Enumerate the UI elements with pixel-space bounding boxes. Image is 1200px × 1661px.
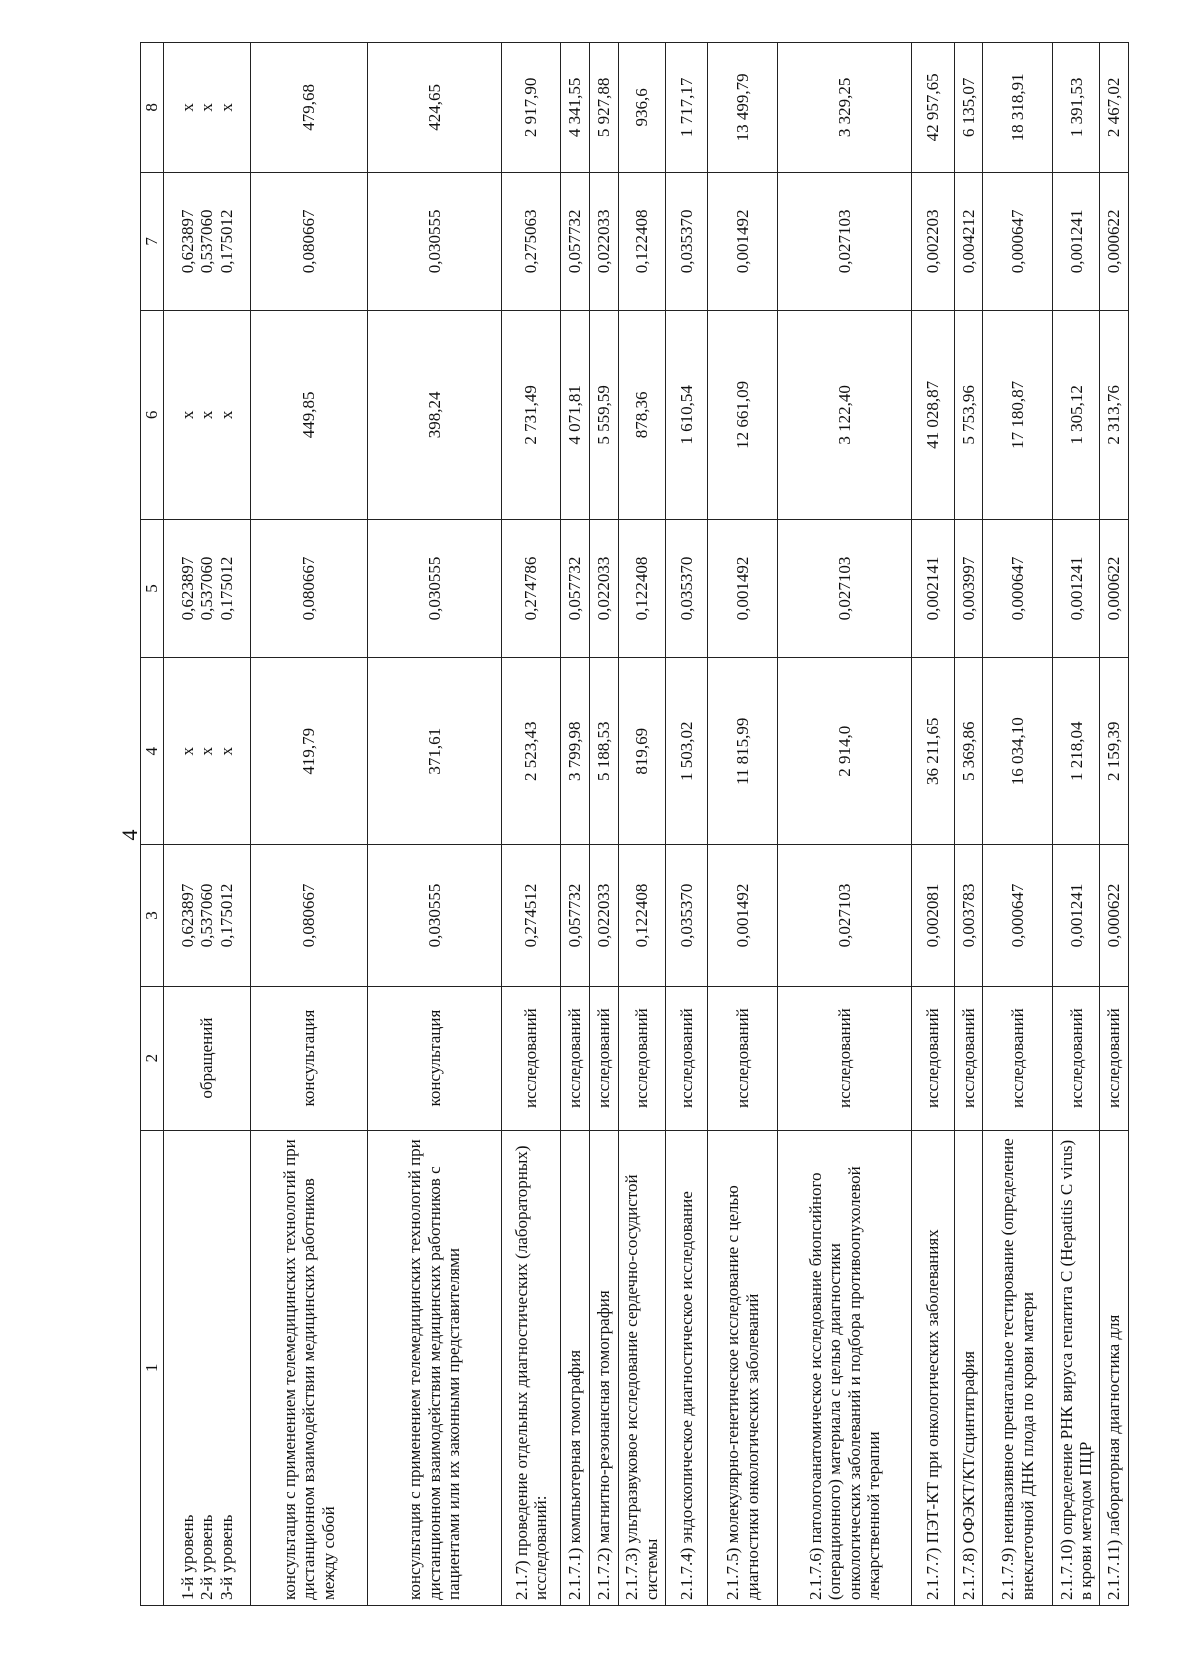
cost-norm-cell — [1053, 310, 1100, 519]
cell-text: 0,002141 — [923, 556, 943, 621]
cost-norm-cell — [708, 658, 778, 845]
cell-text: 16 034,10 — [1008, 717, 1028, 786]
cell-text: 0,623897 — [177, 209, 197, 274]
cost-norm-cell — [912, 658, 955, 845]
table-row — [954, 43, 983, 1606]
cell-text: 0,022033 — [594, 556, 614, 621]
cell-text: 0,000622 — [1104, 883, 1124, 948]
row-name-cell — [618, 1130, 665, 1605]
tariff-table — [140, 42, 1129, 1606]
cost-norm-cell — [665, 310, 708, 519]
cell-text: 936,6 — [631, 88, 651, 127]
volume-norm-cell — [665, 845, 708, 986]
cost-norm-cell — [251, 310, 368, 519]
cell-text: 0,001492 — [732, 556, 752, 621]
cell-text: 0,035370 — [676, 209, 696, 274]
cell-text: x — [177, 410, 197, 420]
cost-norm-cell — [983, 310, 1053, 519]
cost-norm-cell — [368, 310, 502, 519]
cell-text: исследований — [1008, 1008, 1028, 1108]
cell-text: 0,003783 — [958, 883, 978, 948]
volume-norm-cell — [561, 519, 590, 657]
cell-text: 398,24 — [424, 391, 444, 439]
cell-text: 0,080667 — [299, 209, 319, 274]
cell-text: исследований — [1104, 1008, 1124, 1108]
volume-norm-cell — [618, 845, 665, 986]
column-header: 4 — [141, 658, 164, 845]
cell-text: исследований — [1066, 1008, 1086, 1108]
cell-text: 0,000622 — [1104, 556, 1124, 621]
cost-norm-cell — [590, 658, 619, 845]
cell-text: 5 753,96 — [958, 385, 978, 445]
cost-norm-cell — [954, 310, 983, 519]
cell-text: 2.1.7.1) компьютерная томография — [565, 1349, 585, 1600]
cell-text: 0,027103 — [834, 883, 854, 948]
cell-text: 819,69 — [631, 727, 651, 775]
volume-norm-cell — [778, 845, 912, 986]
cell-text: 0,175012 — [216, 556, 236, 621]
cell-text: 3 122,40 — [834, 385, 854, 445]
cell-text: 0,000647 — [1008, 556, 1028, 621]
cost-norm-cell — [1053, 43, 1100, 173]
volume-norm-cell — [501, 519, 561, 657]
volume-norm-cell — [912, 519, 955, 657]
cell-text: 0,537060 — [197, 883, 217, 948]
unit-cell — [164, 986, 251, 1130]
table-row — [1053, 43, 1100, 1606]
table-row — [164, 43, 251, 1606]
row-name-cell — [778, 1130, 912, 1605]
column-header: 6 — [141, 310, 164, 519]
cell-text: 419,79 — [299, 727, 319, 775]
table-row — [665, 43, 708, 1606]
cell-text: x — [197, 103, 217, 112]
cell-text: 0,002203 — [923, 209, 943, 274]
cost-norm-cell — [954, 658, 983, 845]
cell-text: 0,022033 — [594, 209, 614, 274]
cell-text: 2.1.7.6) патологоанатомическое исследование биопсийного (операционного) материала с целью диагностики онкологических заболеваний и подбора противоопухолевой лекарственной терапии — [805, 1166, 884, 1600]
cost-norm-cell — [912, 310, 955, 519]
cell-text: 0,000647 — [1008, 883, 1028, 948]
cell-text: 42 957,65 — [923, 73, 943, 142]
cell-text: 1 391,53 — [1066, 77, 1086, 138]
cost-norm-cell — [983, 43, 1053, 173]
table-row — [618, 43, 665, 1606]
volume-norm-cell — [561, 172, 590, 310]
cell-text: 5 188,53 — [594, 721, 614, 782]
cost-norm-cell — [665, 43, 708, 173]
cost-norm-cell — [164, 43, 251, 173]
unit-cell — [778, 986, 912, 1130]
cell-text: исследований — [521, 1008, 541, 1108]
volume-norm-cell — [983, 845, 1053, 986]
cell-text: 0,004212 — [958, 209, 978, 274]
table-row — [501, 43, 561, 1606]
volume-norm-cell — [590, 845, 619, 986]
cell-text: 4 341,55 — [565, 77, 585, 138]
cell-text: x — [216, 410, 236, 420]
cell-text: 1 218,04 — [1066, 721, 1086, 782]
row-name-cell — [1053, 1130, 1100, 1605]
table-row — [983, 43, 1053, 1606]
cell-text: 449,85 — [299, 391, 319, 439]
cell-text: исследований — [732, 1008, 752, 1108]
cell-text: 424,65 — [424, 83, 444, 131]
cell-text: 0,122408 — [631, 883, 651, 948]
unit-cell — [561, 986, 590, 1130]
cost-norm-cell — [561, 43, 590, 173]
volume-norm-cell — [590, 519, 619, 657]
column-header: 5 — [141, 519, 164, 657]
cost-norm-cell — [778, 43, 912, 173]
table-row — [778, 43, 912, 1606]
volume-norm-cell — [251, 519, 368, 657]
cell-text: 0,057732 — [565, 209, 585, 274]
cell-text: 0,175012 — [216, 883, 236, 948]
cost-norm-cell — [590, 43, 619, 173]
cost-norm-cell — [1053, 658, 1100, 845]
cost-norm-cell — [708, 43, 778, 173]
cell-text: 479,68 — [299, 83, 319, 131]
cell-text: x — [177, 747, 197, 756]
volume-norm-cell — [954, 519, 983, 657]
cell-text: 2 159,39 — [1104, 721, 1124, 782]
cell-text: x — [216, 103, 236, 112]
volume-norm-cell — [708, 519, 778, 657]
volume-norm-cell — [251, 172, 368, 310]
cell-text: 2.1.7.9) неинвазивное пренатальное тестирование (определение внеклеточной ДНК плода по крови матери — [998, 1138, 1037, 1600]
column-number-row — [141, 43, 164, 1606]
page-number: 4 — [117, 829, 142, 841]
volume-norm-cell — [665, 519, 708, 657]
cell-text: 5 369,86 — [958, 721, 978, 782]
row-name-cell — [1100, 1130, 1129, 1605]
volume-norm-cell — [561, 845, 590, 986]
unit-cell — [1100, 986, 1129, 1130]
cell-text: 2.1.7.3) ультразвуковое исследование сердечно-сосудистой системы — [622, 1174, 661, 1600]
cost-norm-cell — [778, 310, 912, 519]
unit-cell — [501, 986, 561, 1130]
row-name-cell — [164, 1130, 251, 1605]
cost-norm-cell — [501, 43, 561, 173]
cell-text: 878,36 — [631, 391, 651, 439]
cell-text: 0,001241 — [1066, 883, 1086, 948]
row-name-cell — [983, 1130, 1053, 1605]
cost-norm-cell — [778, 658, 912, 845]
cell-text: 3 799,98 — [565, 721, 585, 782]
volume-norm-cell — [164, 519, 251, 657]
cost-norm-cell — [251, 658, 368, 845]
cell-text: x — [216, 747, 236, 756]
row-name-cell — [561, 1130, 590, 1605]
cell-text: 0,057732 — [565, 556, 585, 621]
column-header: 1 — [141, 1130, 164, 1605]
cell-text: 0,035370 — [676, 883, 696, 948]
table-body — [164, 43, 1129, 1606]
cell-text: 0,274786 — [521, 556, 541, 621]
cell-text: 0,030555 — [424, 556, 444, 621]
cell-text: 1 610,54 — [676, 385, 696, 445]
cell-text: 41 028,87 — [923, 380, 943, 449]
volume-norm-cell — [1100, 845, 1129, 986]
cell-text: 2.1.7.2) магнитно-резонансная томография — [594, 1290, 614, 1600]
cell-text: 3-й уровень — [216, 1514, 236, 1600]
unit-cell — [665, 986, 708, 1130]
cost-norm-cell — [501, 658, 561, 845]
volume-norm-cell — [368, 845, 502, 986]
cost-norm-cell — [164, 658, 251, 845]
column-header: 2 — [141, 986, 164, 1130]
cell-text: 371,61 — [424, 727, 444, 775]
cell-text: 0,001492 — [732, 883, 752, 948]
cell-text: 0,000647 — [1008, 209, 1028, 274]
volume-norm-cell — [912, 845, 955, 986]
volume-norm-cell — [501, 845, 561, 986]
cell-text: x — [197, 410, 217, 420]
rotated-page — [140, 42, 1129, 1606]
cell-text: исследований — [958, 1008, 978, 1108]
cell-text: 6 135,07 — [958, 77, 978, 138]
table-row — [912, 43, 955, 1606]
cost-norm-cell — [618, 310, 665, 519]
cell-text: 5 559,59 — [594, 385, 614, 445]
volume-norm-cell — [618, 519, 665, 657]
cost-norm-cell — [954, 43, 983, 173]
cell-text: 0,122408 — [631, 556, 651, 621]
cell-text: 0,623897 — [177, 883, 197, 948]
volume-norm-cell — [983, 172, 1053, 310]
unit-cell — [912, 986, 955, 1130]
volume-norm-cell — [954, 845, 983, 986]
table-row — [708, 43, 778, 1606]
volume-norm-cell — [164, 172, 251, 310]
volume-norm-cell — [954, 172, 983, 310]
volume-norm-cell — [164, 845, 251, 986]
volume-norm-cell — [1053, 519, 1100, 657]
cell-text: 0,122408 — [631, 209, 651, 274]
cell-text: 5 927,88 — [594, 77, 614, 138]
cell-text: 0,001241 — [1066, 556, 1086, 621]
cell-text: 2.1.7.10) определение РНК вируса гепатита С (Hepatitis C virus) в крови методом ПЦР — [1056, 1139, 1096, 1600]
cell-text: 2.1.7) проведение отдельных диагностических (лабораторных) исследований: — [511, 1145, 551, 1600]
cell-text: 0,080667 — [299, 556, 319, 621]
unit-cell — [983, 986, 1053, 1130]
cell-text: 2 523,43 — [521, 721, 541, 782]
unit-cell — [368, 986, 502, 1130]
cell-text: 0,057732 — [565, 883, 585, 948]
cost-norm-cell — [1100, 658, 1129, 845]
cell-text: 1 305,12 — [1066, 385, 1086, 445]
volume-norm-cell — [251, 845, 368, 986]
cost-norm-cell — [665, 658, 708, 845]
cell-text: консультация с применением телемедицинских технологий при дистанционном взаимодействии медицинских работников между собой — [279, 1139, 338, 1600]
cell-text: исследований — [631, 1008, 651, 1108]
row-name-cell — [708, 1130, 778, 1605]
cell-text: 1 503,02 — [676, 721, 696, 782]
cell-text: 17 180,87 — [1008, 380, 1028, 449]
cell-text: 0,030555 — [424, 883, 444, 948]
cost-norm-cell — [708, 310, 778, 519]
unit-cell — [590, 986, 619, 1130]
cell-text: 2 313,76 — [1104, 385, 1124, 445]
volume-norm-cell — [1053, 845, 1100, 986]
cell-text: 0,027103 — [834, 209, 854, 274]
cell-text: 0,274512 — [521, 883, 541, 948]
table-row — [368, 43, 502, 1606]
cell-text: x — [197, 747, 217, 756]
cell-text: консультация — [299, 1009, 319, 1107]
cell-text: 0,022033 — [594, 883, 614, 948]
cell-text: 0,030555 — [424, 209, 444, 274]
row-name-cell — [368, 1130, 502, 1605]
cell-text: 1 717,17 — [676, 77, 696, 138]
cost-norm-cell — [368, 658, 502, 845]
cell-text: 11 815,99 — [732, 717, 752, 785]
volume-norm-cell — [983, 519, 1053, 657]
volume-norm-cell — [708, 172, 778, 310]
volume-norm-cell — [778, 172, 912, 310]
cell-text: консультация — [424, 1009, 444, 1107]
volume-norm-cell — [1100, 172, 1129, 310]
volume-norm-cell — [501, 172, 561, 310]
volume-norm-cell — [1100, 519, 1129, 657]
row-name-cell — [912, 1130, 955, 1605]
cell-text: 2-й уровень — [197, 1514, 217, 1600]
cell-text: 2 731,49 — [521, 385, 541, 445]
cell-text: 4 071,81 — [565, 385, 585, 445]
volume-norm-cell — [618, 172, 665, 310]
unit-cell — [708, 986, 778, 1130]
cell-text: 2.1.7.8) ОФЭКТ/КТ/сцинтиграфия — [958, 1350, 978, 1600]
cell-text: 0,000622 — [1104, 209, 1124, 274]
cell-text: 0,537060 — [197, 556, 217, 621]
cell-text: 13 499,79 — [732, 73, 752, 142]
cell-text: 1-й уровень — [177, 1514, 197, 1600]
cost-norm-cell — [1100, 43, 1129, 173]
row-name-cell — [590, 1130, 619, 1605]
cell-text: исследований — [923, 1008, 943, 1108]
unit-cell — [954, 986, 983, 1130]
row-name-cell — [501, 1130, 561, 1605]
cell-text: исследований — [676, 1008, 696, 1108]
cell-text: 2.1.7.5) молекулярно-генетическое исследование с целью диагностики онкологических заболеваний — [723, 1185, 762, 1600]
cell-text: 0,537060 — [197, 209, 217, 274]
cost-norm-cell — [618, 658, 665, 845]
row-name-cell — [251, 1130, 368, 1605]
column-header: 8 — [141, 43, 164, 173]
volume-norm-cell — [665, 172, 708, 310]
cost-norm-cell — [251, 43, 368, 173]
cost-norm-cell — [368, 43, 502, 173]
volume-norm-cell — [590, 172, 619, 310]
cell-text: 0,003997 — [958, 556, 978, 621]
volume-norm-cell — [368, 172, 502, 310]
table-row — [251, 43, 368, 1606]
cell-text: 0,002081 — [923, 883, 943, 948]
unit-cell — [251, 986, 368, 1130]
cell-text: 2 467,02 — [1104, 77, 1124, 138]
cell-text: 12 661,09 — [732, 380, 752, 449]
cell-text: 0,001241 — [1066, 209, 1086, 274]
cost-norm-cell — [561, 310, 590, 519]
table-row — [590, 43, 619, 1606]
cost-norm-cell — [912, 43, 955, 173]
cost-norm-cell — [561, 658, 590, 845]
table-row — [1100, 43, 1129, 1606]
cost-norm-cell — [164, 310, 251, 519]
volume-norm-cell — [912, 172, 955, 310]
cell-text: 18 318,91 — [1008, 73, 1028, 142]
cell-text: обращений — [197, 1017, 217, 1099]
cell-text: 2.1.7.4) эндоскопическое диагностическое исследование — [676, 1191, 696, 1600]
cell-text: 0,001492 — [732, 209, 752, 274]
cost-norm-cell — [983, 658, 1053, 845]
cell-text: 0,175012 — [216, 209, 236, 274]
cell-text: 3 329,25 — [834, 77, 854, 138]
cell-text: консультация с применением телемедицинских технологий при дистанционном взаимодействии медицинских работников с пациентами или их законными представителями — [405, 1139, 464, 1600]
cell-text: 2 914,0 — [834, 725, 854, 777]
column-header: 3 — [141, 845, 164, 986]
cell-text: исследований — [565, 1008, 585, 1108]
cell-text: 0,275063 — [521, 209, 541, 274]
row-name-cell — [665, 1130, 708, 1605]
cell-text: 36 211,65 — [923, 717, 943, 785]
row-name-cell — [954, 1130, 983, 1605]
volume-norm-cell — [1053, 172, 1100, 310]
volume-norm-cell — [778, 519, 912, 657]
cell-text: 2.1.7.7) ПЭТ-КТ при онкологических заболеваниях — [923, 1229, 943, 1600]
table-row — [561, 43, 590, 1606]
cell-text: x — [177, 103, 197, 112]
unit-cell — [1053, 986, 1100, 1130]
volume-norm-cell — [368, 519, 502, 657]
volume-norm-cell — [708, 845, 778, 986]
cell-text: 0,080667 — [299, 883, 319, 948]
cost-norm-cell — [1100, 310, 1129, 519]
cell-text: 0,027103 — [834, 556, 854, 621]
cost-norm-cell — [590, 310, 619, 519]
unit-cell — [618, 986, 665, 1130]
column-header: 7 — [141, 172, 164, 310]
cell-text: 2.1.7.11) лабораторная диагностика для — [1104, 1314, 1124, 1600]
cost-norm-cell — [618, 43, 665, 173]
cell-text: 0,623897 — [177, 556, 197, 621]
cell-text: 0,035370 — [676, 556, 696, 621]
cost-norm-cell — [501, 310, 561, 519]
cell-text: исследований — [594, 1008, 614, 1108]
cell-text: 2 917,90 — [521, 77, 541, 138]
cell-text: исследований — [834, 1008, 854, 1108]
